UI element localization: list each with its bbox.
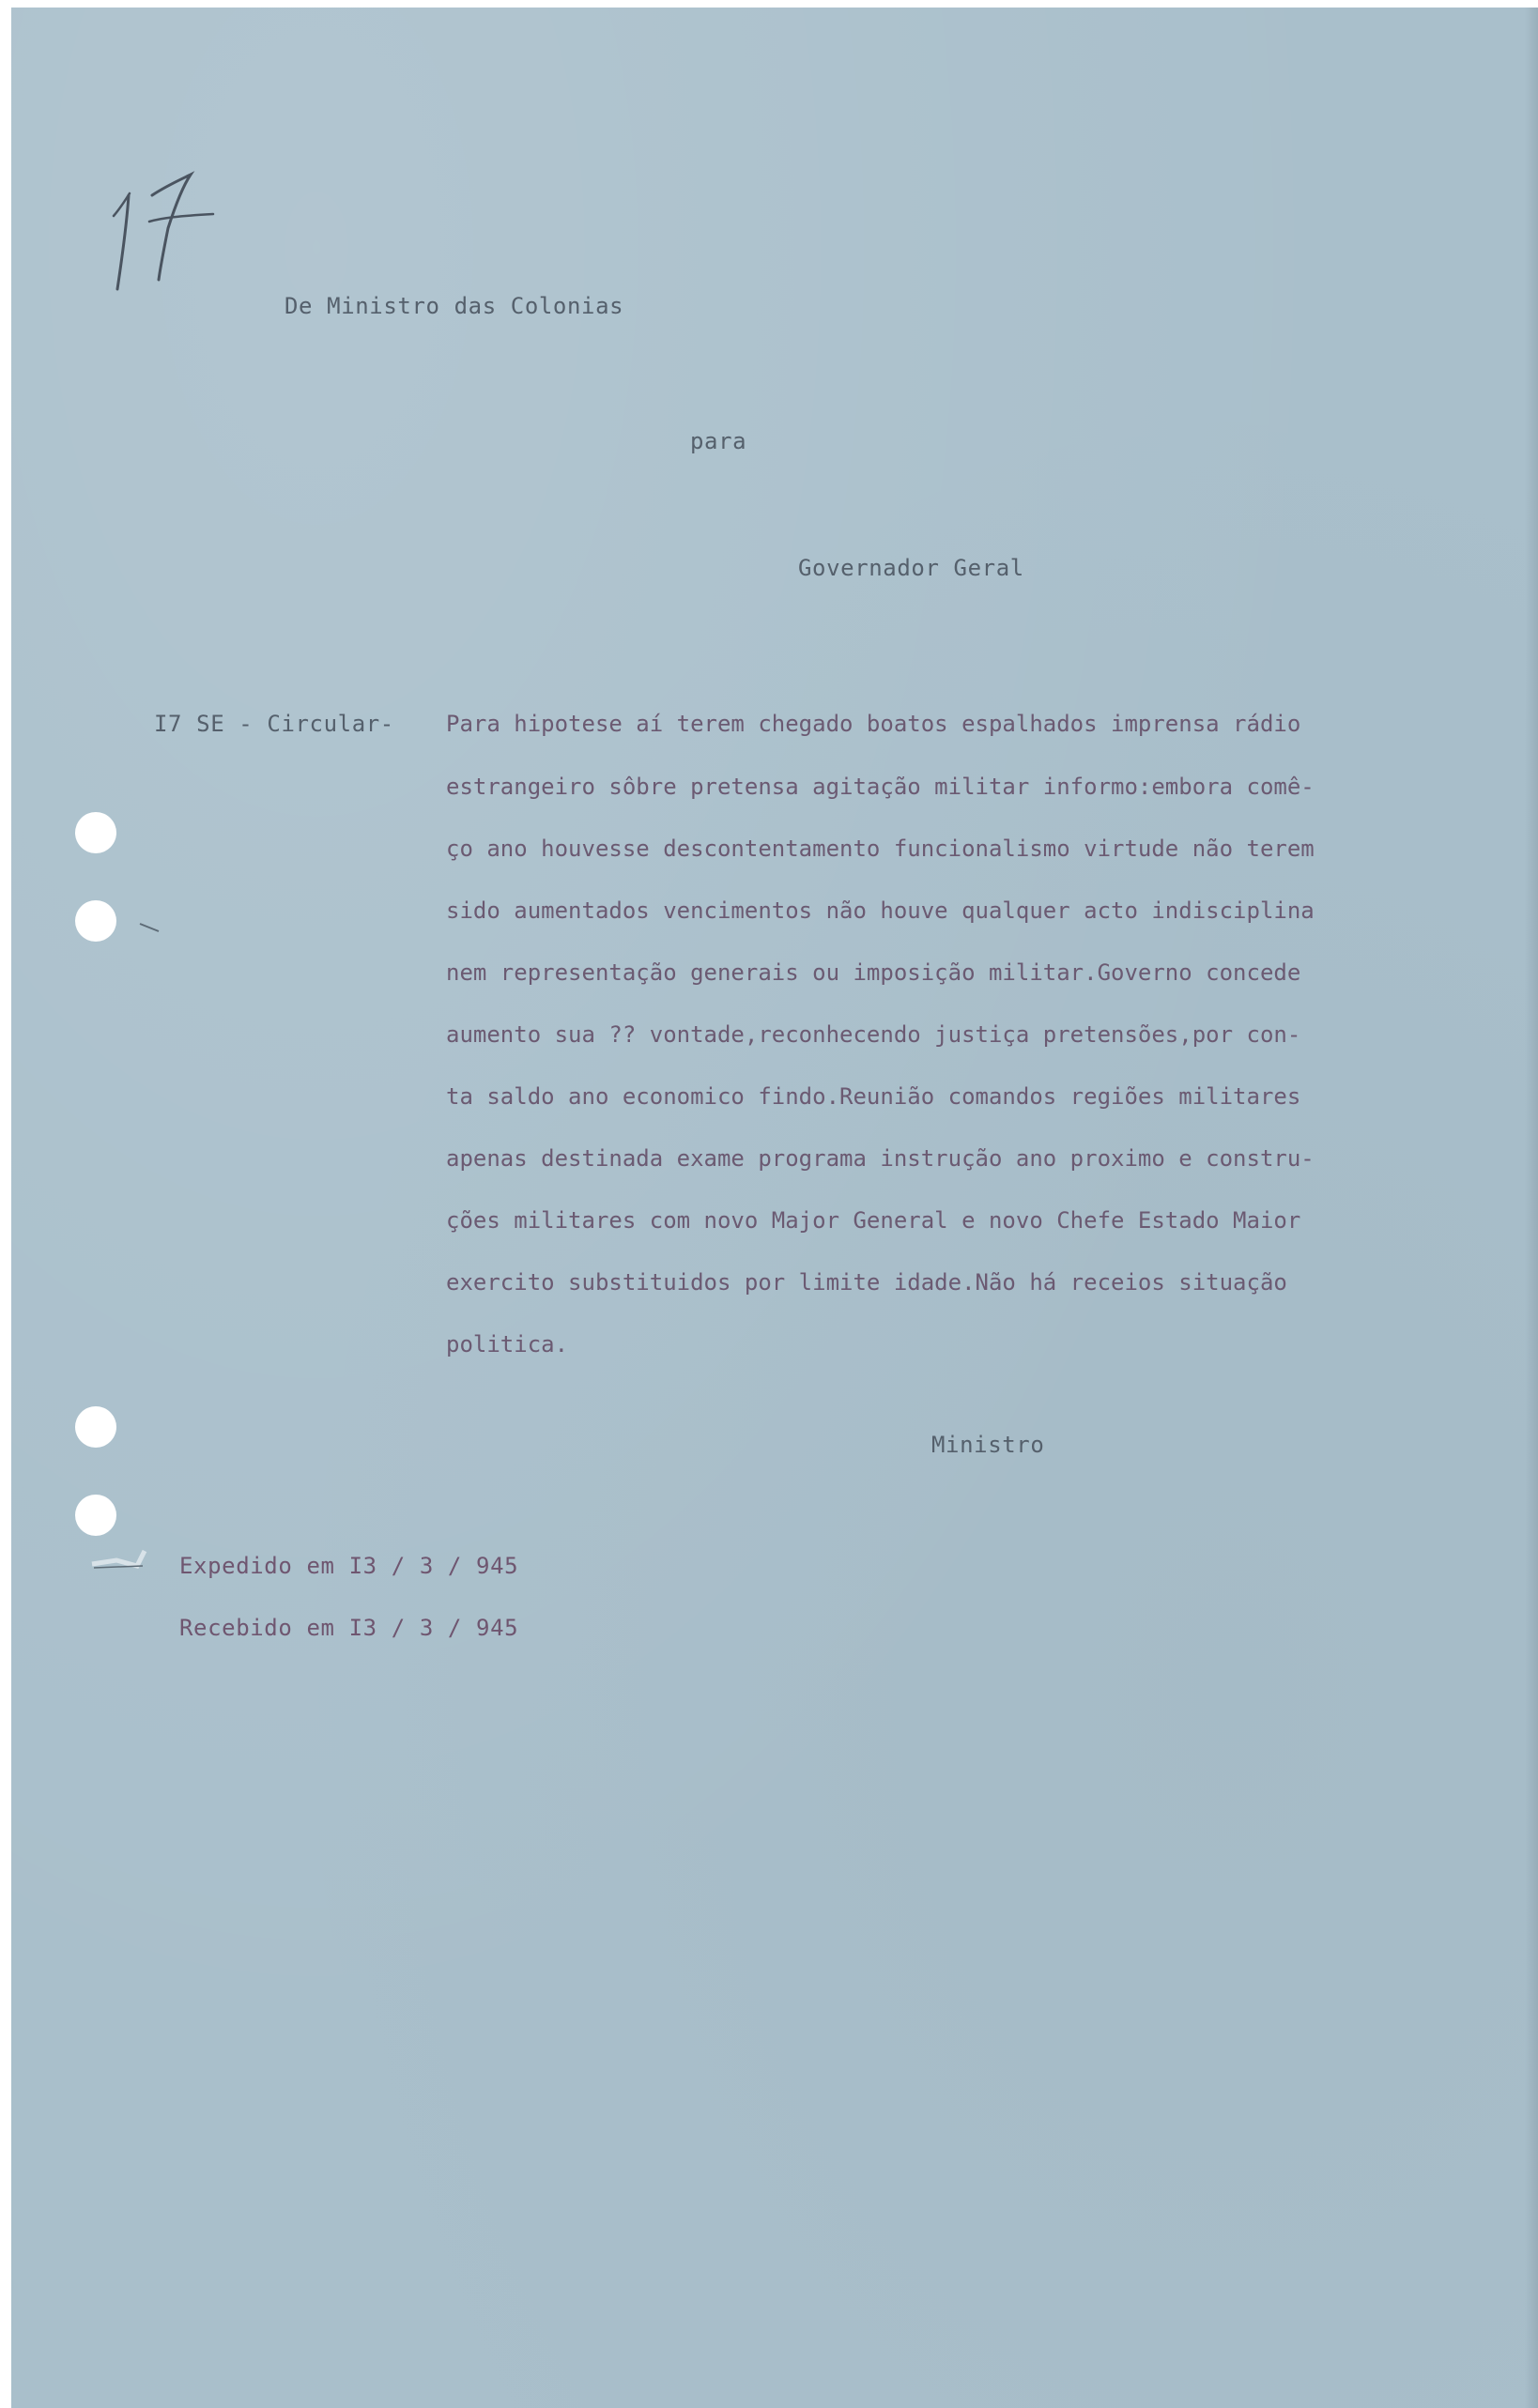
punch-hole [75,1495,116,1536]
message-reference: I7 SE - Circular- [154,711,394,737]
body-line-8: apenas destinada exame programa instrução ano proximo e constru- [446,1145,1315,1172]
body-line-3: ço ano houvesse descontentamento funcionalismo virtude não terem [446,836,1315,862]
body-line-6: aumento sua ?? vontade,reconhecendo justiça pretensões,por con- [446,1021,1301,1048]
recipient-line: Governador Geral [798,555,1024,581]
body-line-5: nem representação generais ou imposição militar.Governo concede [446,959,1301,986]
sender-line: De Ministro das Colonias [285,293,624,319]
body-line-7: ta saldo ano economico findo.Reunião comandos regiões militares [446,1083,1301,1110]
body-line-1: Para hipotese aí terem chegado boatos espalhados imprensa rádio [446,711,1301,737]
body-line-4: sido aumentados vencimentos não houve qualquer acto indisciplina [446,897,1315,924]
handwritten-folio-17 [100,158,251,308]
para-line: para [690,428,747,454]
body-line-10: exercito substituidos por limite idade.Não há receios situação [446,1269,1287,1296]
sent-date: Expedido em I3 / 3 / 945 [179,1553,519,1579]
tear-mark [138,918,176,937]
signature: Ministro [931,1432,1045,1458]
document-sheet [11,8,1538,2408]
punch-hole [75,1406,116,1448]
received-date: Recebido em I3 / 3 / 945 [179,1615,519,1641]
punch-hole [75,812,116,853]
body-line-9: ções militares com novo Major General e novo Chefe Estado Maior [446,1207,1301,1234]
folio-number [100,158,251,308]
punch-hole [75,900,116,942]
body-line-11: politica. [446,1331,569,1357]
tear-mark [88,1538,163,1575]
body-line-2: estrangeiro sôbre pretensa agitação militar informo:embora comê- [446,774,1315,800]
